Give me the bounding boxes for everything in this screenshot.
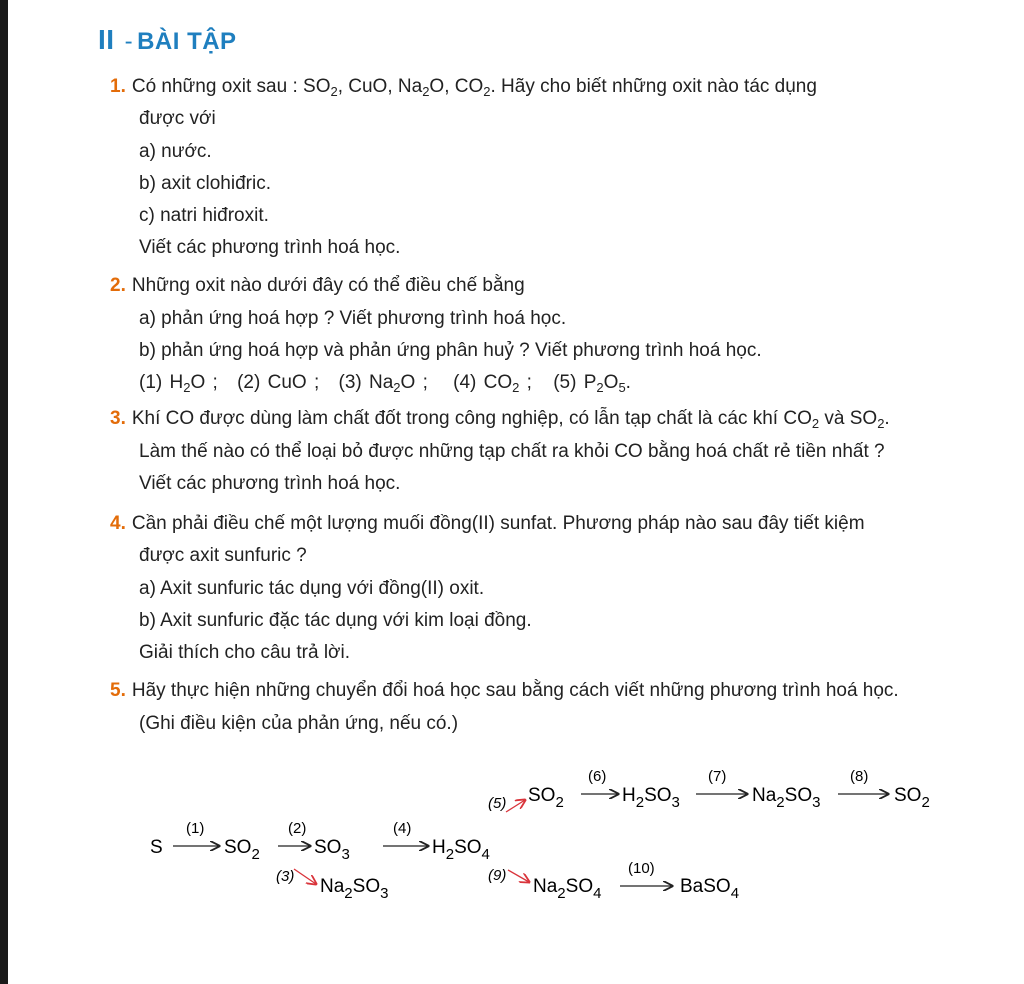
q1-text: . Hãy cho biết những oxit nào tác dụng [490,76,817,97]
q2-option-a: a) phản ứng hoá hợp ? Viết phương trình hoá học. [139,308,567,329]
formula-h2so4: $H_2SO_4$ [432,837,490,863]
formula-so2-top: $SO_2$ [528,785,564,811]
q2-number: 2. [110,275,126,296]
textbook-page [8,0,1024,984]
condition-4: (4) [393,820,412,837]
q1-sub: 2 [422,84,430,99]
q2-item: (2) CuO ; [237,372,320,393]
q2-sub: 2 [512,380,520,395]
q1-sub: 2 [483,84,491,99]
q2-item: O ; [400,372,428,393]
q5-number: 5. [110,680,126,701]
q3-line3: Viết các phương trình hoá học. [139,473,401,494]
condition-9: (9) [488,867,507,884]
q2-item: (3) Na [338,372,394,393]
q3-text: . [884,408,890,429]
q2-item: (4) CO [453,372,513,393]
section-numeral: II [98,24,115,55]
q4-number: 4. [110,513,126,534]
q1-instruction: Viết các phương trình hoá học. [139,237,401,258]
q2-item: (5) P [553,372,597,393]
arrow-3 [294,869,316,884]
condition-3: (3) [276,868,295,885]
formula-so2-end: $SO_2$ [894,785,930,811]
q1-number: 1. [110,76,126,97]
q2-item: (1) H [139,372,184,393]
q4-text: Cần phải điều chế một lượng muối đồng(II) sunfat. Phương pháp nào sau đây tiết kiệm [131,513,865,534]
arrow-9 [508,870,529,882]
reaction-scheme [8,0,1024,984]
q1-line2: được với [139,108,216,129]
q2-text: Những oxit nào dưới đây có thể điều chế bằng [131,275,525,296]
q1-option-b: b) axit clohiđric. [139,173,271,194]
q2-item: . [625,372,631,393]
q3-sub: 2 [811,416,820,431]
section-heading: BÀI TẬP [137,28,237,55]
q4-line2: được axit sunfuric ? [139,545,307,566]
q2-item: O [603,372,619,393]
condition-7: (7) [708,768,727,785]
q1-text: Có những oxit sau : [131,76,304,97]
formula-h2so3: $H_2SO_3$ [622,785,680,811]
condition-10: (10) [628,860,655,877]
formula-so3: $SO_3$ [314,837,350,863]
q1-option-a: a) nước. [139,141,212,162]
q4-option-b: b) Axit sunfuric đặc tác dụng với kim loại đồng. [139,610,532,631]
formula-na2so3-top: $Na_2SO_3$ [752,785,821,811]
q3-text: và SO [819,408,878,429]
q2-item: ; [519,372,532,393]
q2-sub: 5 [618,380,626,395]
condition-8: (8) [850,768,869,785]
q1-oxide: SO [303,76,331,97]
condition-5: (5) [488,795,507,812]
q2-item: O ; [190,372,218,393]
q2-sub: 2 [183,380,191,395]
q1-option-c: c) natri hiđroxit. [139,205,269,226]
q3-sub: 2 [877,416,885,431]
q3-number: 3. [110,408,126,429]
condition-2: (2) [288,820,307,837]
q5-line2: (Ghi điều kiện của phản ứng, nếu có.) [139,713,459,734]
formula-baso4: BaSO$_4$ [680,876,740,902]
q4-instruction: Giải thích cho câu trả lời. [139,642,350,663]
section-dash: - [124,28,134,55]
formula-na2so3-bottom: $Na_2SO_3$ [320,876,389,902]
q3-line2: Làm thế nào có thể loại bỏ được những tạp chất ra khỏi CO bằng hoá chất rẻ tiền nhất ? [139,441,885,462]
q4-option-a: a) Axit sunfuric tác dụng với đồng(II) oxit. [139,578,485,599]
formula-s: S [150,837,163,858]
q2-option-b: b) phản ứng hoá hợp và phản ứng phân huỷ ? Viết phương trình hoá học. [139,340,762,361]
formula-na2so4: $Na_2SO_4$ [533,876,602,902]
q1-oxide: O, CO [429,76,484,97]
q3-text: Khí CO được dùng làm chất đốt trong công nghiệp, có lẫn tạp chất là các khí CO [131,408,812,429]
arrow-5 [506,800,525,812]
q2-sub: 2 [393,380,401,395]
q5-text: Hãy thực hiện những chuyển đổi hoá học sau bằng cách viết những phương trình hoá học. [131,680,899,701]
q1-sub: 2 [330,84,338,99]
q2-sub: 2 [596,380,604,395]
condition-6: (6) [588,768,607,785]
condition-1: (1) [186,820,205,837]
formula-so2: $SO_2$ [224,837,260,863]
q1-oxide: , CuO, Na [337,76,423,97]
